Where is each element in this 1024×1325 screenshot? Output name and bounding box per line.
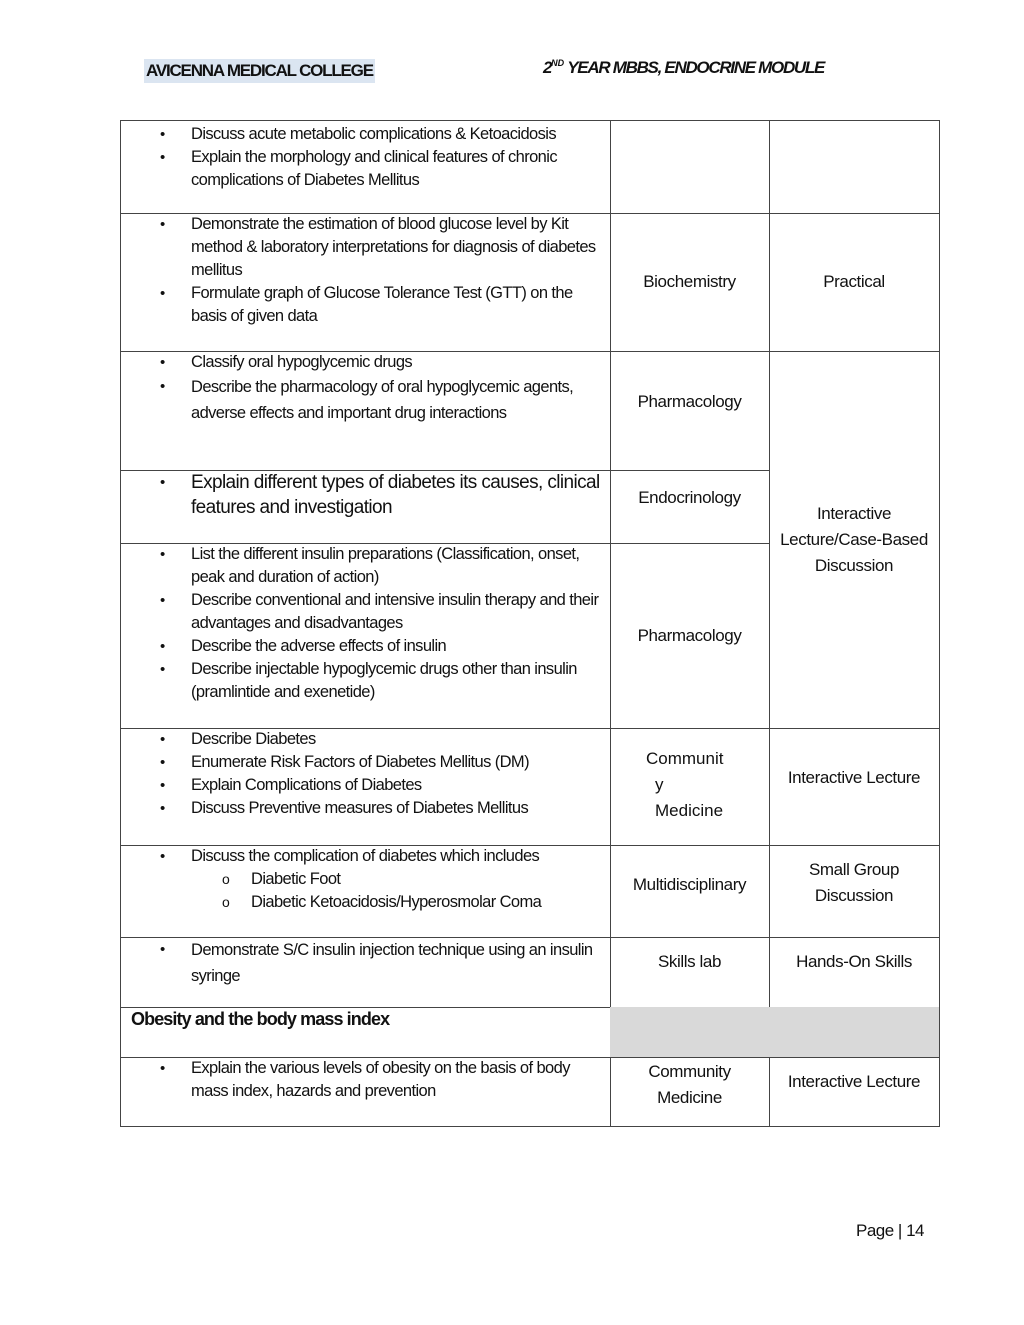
method-cell: Interactive Lecture/Case-Based Discussion bbox=[769, 351, 940, 729]
department-cell: Skills lab bbox=[610, 937, 770, 1008]
method-cell: Interactive Lecture bbox=[769, 728, 940, 846]
table-row bbox=[120, 543, 611, 729]
table-row bbox=[120, 470, 611, 544]
table-row bbox=[120, 728, 611, 846]
list-item: • Demonstrate S/C insulin injection technique using an insulin syringe bbox=[121, 937, 610, 989]
department-cell: Pharmacology bbox=[610, 351, 770, 471]
list-item: • Enumerate Risk Factors of Diabetes Mellitus (DM) bbox=[121, 751, 610, 774]
list-item: • Explain different types of diabetes its causes, clinical features and investigation bbox=[121, 470, 610, 520]
list-item: • Describe injectable hypoglycemic drugs other than insulin (pramlintide and exenetide) bbox=[121, 658, 610, 704]
table-cell bbox=[610, 120, 770, 214]
table-row bbox=[120, 213, 611, 352]
table-row bbox=[120, 845, 611, 938]
method-cell: Practical bbox=[769, 213, 940, 352]
list-item: • Classify oral hypoglycemic drugs bbox=[121, 351, 610, 374]
section-title: Obesity and the body mass index bbox=[120, 1007, 611, 1058]
module-title: 2ND YEAR MBBS, ENDOCRINE MODULE bbox=[543, 58, 825, 77]
department-cell: Endocrinology bbox=[610, 470, 770, 544]
department-cell: Multidisciplinary bbox=[610, 845, 770, 938]
table-cell bbox=[769, 120, 940, 214]
department-cell: Community Medicine bbox=[610, 1057, 770, 1127]
method-cell: Interactive Lecture bbox=[769, 1057, 940, 1127]
list-item: • Explain the various levels of obesity on the basis of body mass index, hazards and prevention bbox=[121, 1057, 610, 1103]
list-item: • Discuss Preventive measures of Diabetes Mellitus bbox=[121, 797, 610, 820]
table-row bbox=[120, 351, 611, 471]
department-cell: Biochemistry bbox=[610, 213, 770, 352]
list-item: • Explain Complications of Diabetes bbox=[121, 774, 610, 797]
method-cell: Hands-On Skills bbox=[769, 937, 940, 1008]
college-name: AVICENNA MEDICAL COLLEGE bbox=[144, 59, 375, 83]
table-row bbox=[120, 1057, 611, 1127]
sub-list-item: o Diabetic Ketoacidosis/Hyperosmolar Coma bbox=[121, 891, 610, 914]
list-item: • Describe the pharmacology of oral hypoglycemic agents, adverse effects and important drug interactions bbox=[121, 374, 610, 426]
list-item: • Describe the adverse effects of insulin bbox=[121, 635, 610, 658]
list-item: • Explain the morphology and clinical features of chronic complications of Diabetes Mellitus bbox=[121, 146, 610, 192]
curriculum-table bbox=[120, 120, 940, 1127]
method-cell: Small Group Discussion bbox=[769, 845, 940, 938]
list-item: • Describe Diabetes bbox=[121, 728, 610, 751]
page-number: Page | 14 bbox=[856, 1221, 924, 1240]
section-shading bbox=[610, 1007, 940, 1058]
list-item: • List the different insulin preparations (Classification, onset, peak and duration of action) bbox=[121, 543, 610, 589]
list-item: • Demonstrate the estimation of blood glucose level by Kit method & laboratory interpretations for diagnosis of diabetes mellitus bbox=[121, 213, 610, 282]
list-item: • Formulate graph of Glucose Tolerance Test (GTT) on the basis of given data bbox=[121, 282, 610, 328]
department-line: y bbox=[655, 775, 664, 794]
list-item: • Describe conventional and intensive insulin therapy and their advantages and disadvantages bbox=[121, 589, 610, 635]
department-line: Communit bbox=[646, 749, 724, 768]
sub-list-item: o Diabetic Foot bbox=[121, 868, 610, 891]
department-cell: Pharmacology bbox=[610, 543, 770, 729]
list-item: • Discuss acute metabolic complications & Ketoacidosis bbox=[121, 123, 610, 146]
table-row bbox=[120, 937, 611, 1008]
department-cell bbox=[610, 728, 770, 846]
table-row bbox=[120, 120, 611, 214]
list-item: • Discuss the complication of diabetes which includes bbox=[121, 845, 610, 868]
department-line: Medicine bbox=[655, 801, 724, 820]
